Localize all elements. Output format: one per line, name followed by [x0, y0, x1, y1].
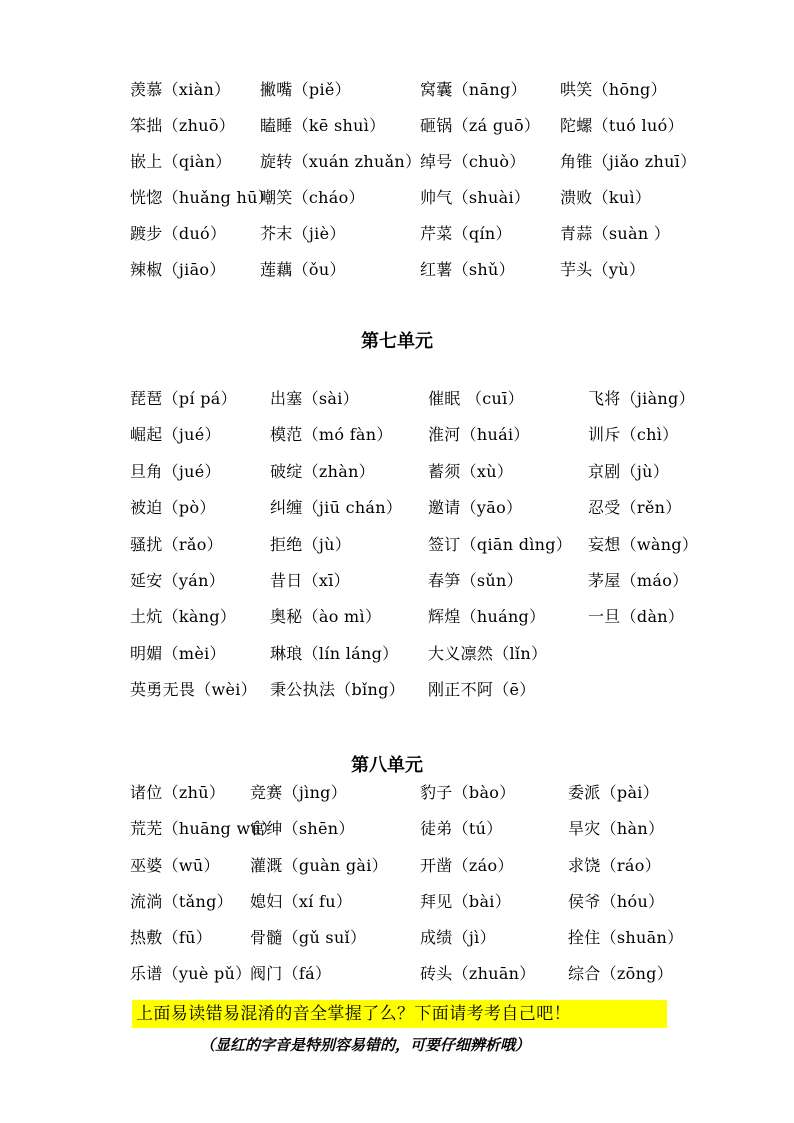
word-pinyin-entry: 砖头（zhuān）: [420, 964, 536, 983]
word-pinyin-entry: 溃败（kuì）: [560, 188, 652, 207]
word-pinyin-entry: 帅气（shuài）: [420, 188, 531, 207]
word-pinyin-entry: 嘲笑（cháo）: [260, 188, 365, 207]
word-pinyin-entry: 委派（pài）: [568, 783, 659, 802]
word-pinyin-entry: 瞌睡（kē shuì）: [260, 116, 386, 135]
word-pinyin-entry: 延安（yán）: [130, 571, 225, 590]
word-pinyin-entry: 飞将（jiàng）: [588, 389, 695, 408]
word-pinyin-entry: 妄想（wàng）: [588, 535, 699, 554]
red-note-hint: （显红的字音是特别容易错的，可要仔细辨析哦）: [200, 1036, 531, 1054]
word-pinyin-entry: 淮河（huái）: [428, 425, 530, 444]
unit7-heading: 第七单元: [361, 331, 433, 352]
word-row: [0, 854, 794, 878]
word-pinyin-entry: 青蒜（suàn ）: [560, 224, 671, 243]
word-pinyin-entry: 恍惚（huǎng hū）: [130, 188, 274, 207]
word-pinyin-entry: 模范（mó fàn）: [270, 425, 393, 444]
word-pinyin-entry: 莲藕（ǒu）: [260, 260, 346, 279]
word-row: [0, 258, 794, 282]
word-pinyin-entry: 骚扰（rǎo）: [130, 535, 223, 554]
word-pinyin-entry: 巫婆（wū）: [130, 856, 220, 875]
word-pinyin-entry: 诸位（zhū）: [130, 783, 226, 802]
word-pinyin-entry: 刚正不阿（ē）: [428, 680, 536, 699]
word-pinyin-entry: 辣椒（jiāo）: [130, 260, 226, 279]
word-pinyin-entry: 豹子（bào）: [420, 783, 516, 802]
word-pinyin-entry: 一旦（dàn）: [588, 607, 685, 626]
word-row: [0, 423, 794, 447]
word-pinyin-entry: 辉煌（huáng）: [428, 607, 546, 626]
word-row: [0, 78, 794, 102]
word-pinyin-entry: 嵌上（qiàn）: [130, 152, 232, 171]
word-row: [0, 926, 794, 950]
word-pinyin-entry: 徒弟（tú）: [420, 819, 503, 838]
word-pinyin-entry: 热敷（fū）: [130, 928, 213, 947]
word-row: [0, 890, 794, 914]
word-pinyin-entry: 琵琶（pí pá）: [130, 389, 237, 408]
word-pinyin-entry: 陀螺（tuó luó）: [560, 116, 684, 135]
word-pinyin-entry: 成绩（jì）: [420, 928, 496, 947]
word-pinyin-entry: 角锥（jiǎo zhuī）: [560, 152, 697, 171]
word-pinyin-entry: 琳琅（lín láng）: [270, 644, 399, 663]
word-pinyin-entry: 骨髓（gǔ suǐ）: [250, 928, 367, 947]
word-pinyin-entry: 拴住（shuān）: [568, 928, 684, 947]
word-pinyin-entry: 求饶（ráo）: [568, 856, 661, 875]
word-row: [0, 781, 794, 805]
word-pinyin-entry: 媳妇（xí fu）: [250, 892, 353, 911]
word-pinyin-entry: 京剧（jù）: [588, 462, 670, 481]
word-pinyin-entry: 被迫（pò）: [130, 498, 216, 517]
word-pinyin-entry: 芹菜（qín）: [420, 224, 512, 243]
word-row: [0, 642, 794, 666]
word-row: [0, 817, 794, 841]
word-pinyin-entry: 土炕（kàng）: [130, 607, 237, 626]
word-pinyin-entry: 训斥（chì）: [588, 425, 679, 444]
word-pinyin-entry: 出塞（sài）: [270, 389, 359, 408]
word-pinyin-entry: 砸锅（zá guō）: [420, 116, 541, 135]
word-pinyin-entry: 灌溉（guàn gài）: [250, 856, 388, 875]
word-row: [0, 569, 794, 593]
word-pinyin-entry: 官绅（shēn）: [250, 819, 355, 838]
word-pinyin-entry: 窝囊（nāng）: [420, 80, 527, 99]
word-pinyin-entry: 签订（qiān dìng）: [428, 535, 573, 554]
word-pinyin-entry: 奥秘（ào mì）: [270, 607, 382, 626]
word-pinyin-entry: 纠缠（jiū chán）: [270, 498, 403, 517]
word-row: [0, 114, 794, 138]
word-pinyin-entry: 忍受（rěn）: [588, 498, 682, 517]
word-pinyin-entry: 流淌（tǎng）: [130, 892, 233, 911]
word-pinyin-entry: 羡慕（xiàn）: [130, 80, 231, 99]
word-pinyin-entry: 侯爷（hóu）: [568, 892, 665, 911]
word-pinyin-entry: 旦角（jué）: [130, 462, 221, 481]
word-pinyin-entry: 开凿（záo）: [420, 856, 514, 875]
word-pinyin-entry: 拜见（bài）: [420, 892, 511, 911]
word-row: [0, 678, 794, 702]
word-pinyin-entry: 旋转（xuán zhuǎn）: [260, 152, 422, 171]
word-pinyin-entry: 明媚（mèi）: [130, 644, 226, 663]
word-pinyin-entry: 邀请（yāo）: [428, 498, 523, 517]
word-pinyin-entry: 综合（zōng）: [568, 964, 674, 983]
word-row: [0, 222, 794, 246]
word-pinyin-entry: 红薯（shǔ）: [420, 260, 515, 279]
word-pinyin-entry: 破绽（zhàn）: [270, 462, 375, 481]
word-row: [0, 962, 794, 986]
word-pinyin-entry: 荒芜（huāng wú）: [130, 819, 278, 838]
word-pinyin-entry: 踱步（duó）: [130, 224, 227, 243]
word-pinyin-entry: 昔日（xī）: [270, 571, 350, 590]
word-pinyin-entry: 秉公执法（bǐng）: [270, 680, 405, 699]
word-pinyin-entry: 阀门（fá）: [250, 964, 332, 983]
word-row: [0, 605, 794, 629]
word-row: [0, 496, 794, 520]
word-row: [0, 186, 794, 210]
word-row: [0, 460, 794, 484]
word-pinyin-entry: 茅屋（máo）: [588, 571, 689, 590]
word-pinyin-entry: 大义凛然（lǐn）: [428, 644, 548, 663]
unit8-heading: 第八单元: [351, 755, 423, 776]
word-pinyin-entry: 竞赛（jìng）: [250, 783, 348, 802]
word-pinyin-entry: 崛起（jué）: [130, 425, 221, 444]
word-pinyin-entry: 旱灾（hàn）: [568, 819, 665, 838]
word-row: [0, 533, 794, 557]
word-pinyin-entry: 英勇无畏（wèi）: [130, 680, 257, 699]
word-pinyin-entry: 拒绝（jù）: [270, 535, 352, 554]
word-row: [0, 150, 794, 174]
word-pinyin-entry: 撇嘴（piě）: [260, 80, 351, 99]
word-pinyin-entry: 笨拙（zhuō）: [130, 116, 236, 135]
word-pinyin-entry: 哄笑（hōng）: [560, 80, 667, 99]
word-row: [0, 387, 794, 411]
word-pinyin-entry: 蓄须（xù）: [428, 462, 514, 481]
word-pinyin-entry: 催眠 （cuī）: [428, 389, 524, 408]
word-pinyin-entry: 芋头（yù）: [560, 260, 646, 279]
word-pinyin-entry: 芥末（jiè）: [260, 224, 346, 243]
word-pinyin-entry: 春笋（sǔn）: [428, 571, 523, 590]
review-prompt-banner: 上面易读错易混淆的音全掌握了么？下面请考考自己吧！: [132, 1000, 667, 1028]
word-pinyin-entry: 乐谱（yuè pǔ）: [130, 964, 252, 983]
word-pinyin-entry: 绰号（chuò）: [420, 152, 526, 171]
